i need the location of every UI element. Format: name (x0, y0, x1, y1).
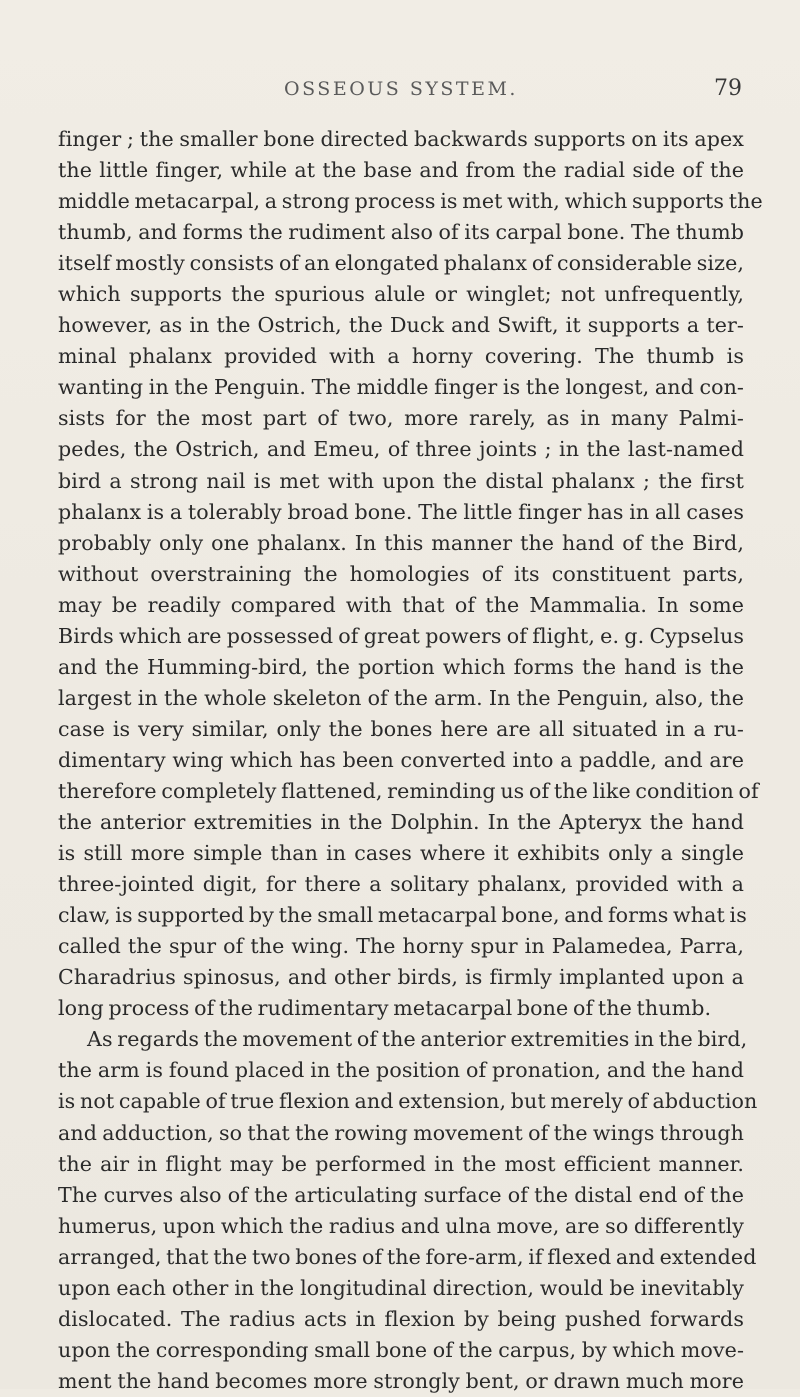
text-line: is not capable of true flexion and extension, but merely of abduction (58, 1089, 758, 1114)
text-line: The curves also of the articulating surface of the distal end of the (58, 1182, 744, 1207)
text-line: dimentary wing which has been converted into a paddle, and are (58, 747, 744, 772)
text-line: wanting in the Penguin. The middle finger is the longest, and con- (58, 375, 744, 400)
body-text (58, 124, 763, 1397)
text-line: Birds which are possessed of great powers of flight, e. g. Cypselus (58, 623, 744, 648)
running-head (60, 78, 742, 110)
text-line: minal phalanx provided with a horny covering. The thumb is (58, 344, 744, 369)
text-line: the arm is found placed in the position of pronation, and the hand (58, 1058, 744, 1083)
text-line: humerus, upon which the radius and ulna move, are so differently (58, 1213, 744, 1238)
text-line: finger ; the smaller bone directed backwards supports on its apex (58, 127, 744, 151)
text-line: itself mostly consists of an elongated phalanx of considerable size, (58, 251, 744, 276)
text-line: without overstraining the homologies of its constituent parts, (58, 561, 744, 586)
text-line: may be readily compared with that of the Mammalia. In some (58, 592, 744, 617)
text-line: middle metacarpal, a strong process is met with, which supports the (58, 189, 763, 214)
text-line: upon each other in the longitudinal direction, would be inevitably (58, 1275, 744, 1300)
text-line: and the Humming-bird, the portion which forms the hand is the (58, 654, 744, 679)
text-line: the air in flight may be performed in the most efficient manner. (58, 1151, 744, 1176)
text-line: bird a strong nail is met with upon the distal phalanx ; the first (58, 468, 744, 493)
text-line: case is very similar, only the bones here are all situated in a ru- (58, 716, 744, 741)
text-line: probably only one phalanx. In this manner the hand of the Bird, (58, 530, 744, 555)
text-line: largest in the whole skeleton of the arm. In the Penguin, also, the (58, 685, 744, 710)
page-number: 79 (714, 76, 742, 101)
text-line: is still more simple than in cases where it exhibits only a single (58, 841, 744, 866)
text-line: long process of the rudimentary metacarpal bone of the thumb. (58, 996, 712, 1021)
text-line: called the spur of the wing. The horny spur in Palamedea, Parra, (58, 934, 744, 959)
text-line: therefore completely flattened, reminding us of the like condition of (58, 778, 759, 803)
text-line: arranged, that the two bones of the fore-arm, if flexed and extended (58, 1244, 757, 1269)
text-line: sists for the most part of two, more rarely, as in many Palmi- (58, 406, 744, 431)
text-line: which supports the spurious alule or winglet; not unfrequently, (58, 282, 744, 307)
text-line: pedes, the Ostrich, and Emeu, of three joints ; in the last-named (58, 437, 744, 462)
text-line: As regards the movement of the anterior extremities in the bird, (87, 1027, 748, 1052)
text-line: Charadrius spinosus, and other birds, is firmly implanted upon a (58, 965, 744, 990)
text-line: and adduction, so that the rowing movement of the wings through (58, 1120, 744, 1145)
text-line: upon the corresponding small bone of the carpus, by which move- (58, 1337, 744, 1362)
text-line: however, as in the Ostrich, the Duck and Swift, it supports a ter- (58, 313, 744, 338)
text-line: thumb, and forms the rudiment also of its carpal bone. The thumb (58, 220, 744, 245)
text-line: the little finger, while at the base and from the radial side of the (58, 158, 744, 183)
text-line: the anterior extremities in the Dolphin. In the Apteryx the hand (58, 810, 744, 835)
text-line: dislocated. The radius acts in flexion by being pushed forwards (58, 1306, 744, 1331)
text-line: ment the hand becomes more strongly bent, or drawn much more (58, 1368, 744, 1393)
text-line: claw, is supported by the small metacarpal bone, and forms what is (58, 903, 747, 928)
text-line: phalanx is a tolerably broad bone. The little finger has in all cases (58, 499, 744, 524)
text-line: three-jointed digit, for there a solitary phalanx, provided with a (58, 872, 744, 897)
running-title: OSSEOUS SYSTEM. (284, 78, 518, 100)
